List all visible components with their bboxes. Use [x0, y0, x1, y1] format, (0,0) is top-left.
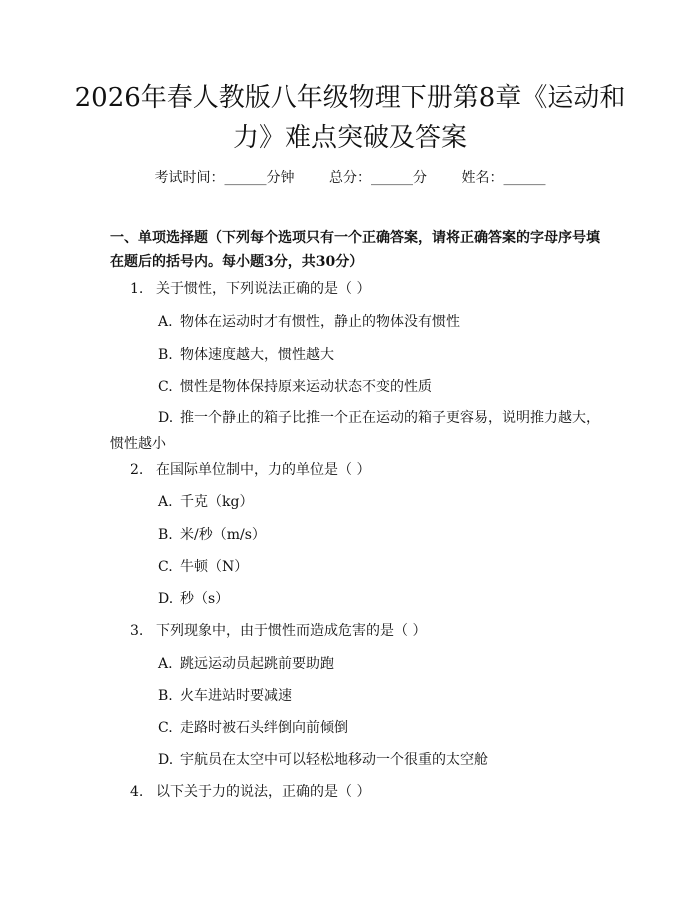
option-text: 牛顿（N）	[180, 559, 249, 575]
option-text: 米/秒（m/s）	[180, 527, 266, 543]
question-2	[130, 459, 370, 481]
option-letter: D.	[158, 752, 174, 768]
option-letter: D.	[158, 410, 174, 426]
exam-time-label: 考试时间：______分钟	[154, 170, 295, 186]
document-title: 2026年春人教版八年级物理下册第8章《运动和力》难点突破及答案	[74, 83, 626, 153]
option-letter: A.	[158, 494, 173, 510]
option-text: 秒（s）	[180, 591, 230, 607]
question-text: 以下关于力的说法，正确的是（ ）	[156, 784, 371, 800]
question-number: 2.	[130, 462, 144, 478]
option-letter: B.	[158, 347, 173, 363]
option-letter: B.	[158, 527, 173, 543]
option-2c	[158, 556, 248, 578]
option-3d	[158, 749, 488, 771]
question-3	[130, 620, 426, 642]
section-heading: 一、单项选择题（下列每个选项只有一个正确答案，请将正确答案的字母序号填在题后的括号内。每小题3分，共30分）	[110, 230, 600, 270]
option-letter: C.	[158, 720, 173, 736]
question-number: 4.	[130, 784, 144, 800]
option-text: 物体速度越大，惯性越大	[180, 347, 334, 363]
option-2d	[158, 588, 229, 610]
option-3a	[158, 653, 334, 675]
option-3b	[158, 685, 292, 707]
option-3c	[158, 717, 348, 739]
option-letter: B.	[158, 688, 173, 704]
option-1c	[158, 376, 432, 398]
question-number: 3.	[130, 623, 144, 639]
option-1d	[110, 405, 600, 457]
option-text: 惯性是物体保持原来运动状态不变的性质	[180, 379, 432, 395]
question-text: 在国际单位制中，力的单位是（ ）	[156, 462, 371, 478]
option-text: 推一个静止的箱子比推一个正在运动的箱子更容易，说明推力越大，惯性越小	[110, 410, 600, 452]
option-2a	[158, 491, 253, 513]
question-number: 1.	[130, 281, 144, 297]
question-4	[130, 781, 370, 803]
option-letter: A.	[158, 656, 173, 672]
option-text: 物体在运动时才有惯性，静止的物体没有惯性	[180, 314, 460, 330]
option-letter: C.	[158, 379, 173, 395]
option-2b	[158, 524, 266, 546]
option-1b	[158, 344, 334, 366]
question-text: 关于惯性，下列说法正确的是（ ）	[156, 281, 371, 297]
option-1a	[158, 311, 460, 333]
option-text: 千克（kg）	[180, 494, 254, 510]
option-letter: D.	[158, 591, 174, 607]
exam-info-row	[0, 167, 700, 187]
option-letter: A.	[158, 314, 173, 330]
option-text: 走路时被石头绊倒向前倾倒	[180, 720, 348, 736]
option-text: 火车进站时要减速	[180, 688, 292, 704]
option-text: 跳远运动员起跳前要助跑	[180, 656, 334, 672]
total-score-label: 总分：______分	[329, 170, 427, 186]
option-letter: C.	[158, 559, 173, 575]
option-text: 宇航员在太空中可以轻松地移动一个很重的太空舱	[180, 752, 488, 768]
question-1	[130, 278, 370, 300]
student-name-label: 姓名：______	[461, 170, 546, 186]
question-text: 下列现象中，由于惯性而造成危害的是（ ）	[156, 623, 427, 639]
